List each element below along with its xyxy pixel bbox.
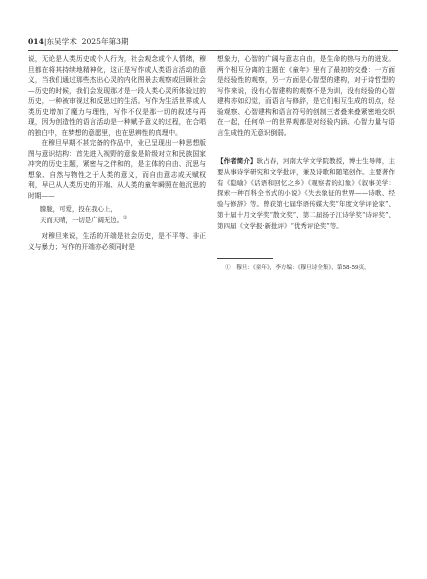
running-header — [28, 36, 398, 48]
poem-line-2 — [40, 215, 206, 226]
author-bio-text: 耿占春，河南大学文学院教授，博士生导师，主要从事诗学研究和文学批评，兼及诗歌和随笔创作。主要著作有《隐喻》《话语和回忆之乡》《观察者的幻象》《叙事美学：探索一种百科全书式的小说》《失去象征的世界——诗歌、经验与修辞》等。曾获第七届华语传媒大奖“年度文学评论家”、第十届十月文学奖“散文奖”、第二届扬子江诗学奖“诗评奖”、第四届《文学报·新批评》“优秀评论奖”等。 — [217, 157, 396, 230]
poem-line: 朦胧，可爱，投在我心上， — [40, 205, 117, 213]
body-paragraph: 想象力，心智的广阔与意志自由，是生命的热与力的迸发。两个相互分离的主题在《童年》里有了最初的交叠：一方面是经验性的观察，另一方面是心智型的建构，对于诗哲型的写作来说，没有心智建构的观察不是为训，没有经验的心智建构亦如幻觉，而语言与修辞，是它们相互生成的切点，经验观察、心智建构和语言符号的创制三者叠来叠紧密地交织在一起，任何单一的世界观都是对经验内涵、心智力量与语言生成性的无意识倒弱。 — [217, 55, 395, 137]
header-separator: | — [43, 37, 47, 46]
body-paragraph: 说，无论是人类历史或个人行为，社会观念或个人情绪，穆旦都在将其持续地精神化，这正是写作或人类语言活动的意义，当我们通过那些杰出心灵的内化图景去观察或回顾社会—历史的时候，我们会发现那才是一段人类心灵所体验过的历史，一种被审视过和反思过的生活。写作为生活世界或人类历史增加了魔力与理性，写作不仅是那一切的叙述与再现，因为创造性的语言活动是一种赋予意义的过程，在合唱的独白中，在梦想的意愿里，也在思辨性的真理中。 — [28, 55, 206, 137]
footnote-marker: ① — [123, 215, 128, 221]
body-paragraph: 对穆旦来说，生活的开端是社会历史，是不平等、非正义与暴力；写作的开端亦必须同时是 — [28, 232, 206, 251]
right-column — [217, 54, 395, 273]
footnote-rule — [217, 258, 273, 259]
author-bio — [217, 156, 395, 232]
issue-label: 2025年第3期 — [81, 37, 129, 46]
left-column — [28, 54, 206, 252]
body-paragraph: 在穆旦早期不甚完备的作品中，业已呈现出一种思想版图与意识结构：首先进入视野的意象是阶级对立和民族国家冲突的历史主题，紧密与之伴和的，是主体的自由、沉思与想象、自然与物性之于人类的意义，而自由意志或天赋权利，早已从人类历史的开端、从人类的童年瞬照在他沉思的时期—— — [28, 139, 206, 200]
footnote: ① 穆旦：《童年》，李方编：《穆旦诗全集》，第58-59页。 — [225, 264, 370, 271]
author-bio-label: 【作者简介】 — [217, 157, 257, 165]
page-number: 014 — [28, 37, 44, 46]
poem-quote — [28, 204, 206, 226]
header-rule — [28, 50, 398, 51]
poem-line-text: 天而天晴，一切是广阔无边。 — [40, 216, 124, 224]
journal-name: 东吴学术 — [46, 37, 77, 46]
